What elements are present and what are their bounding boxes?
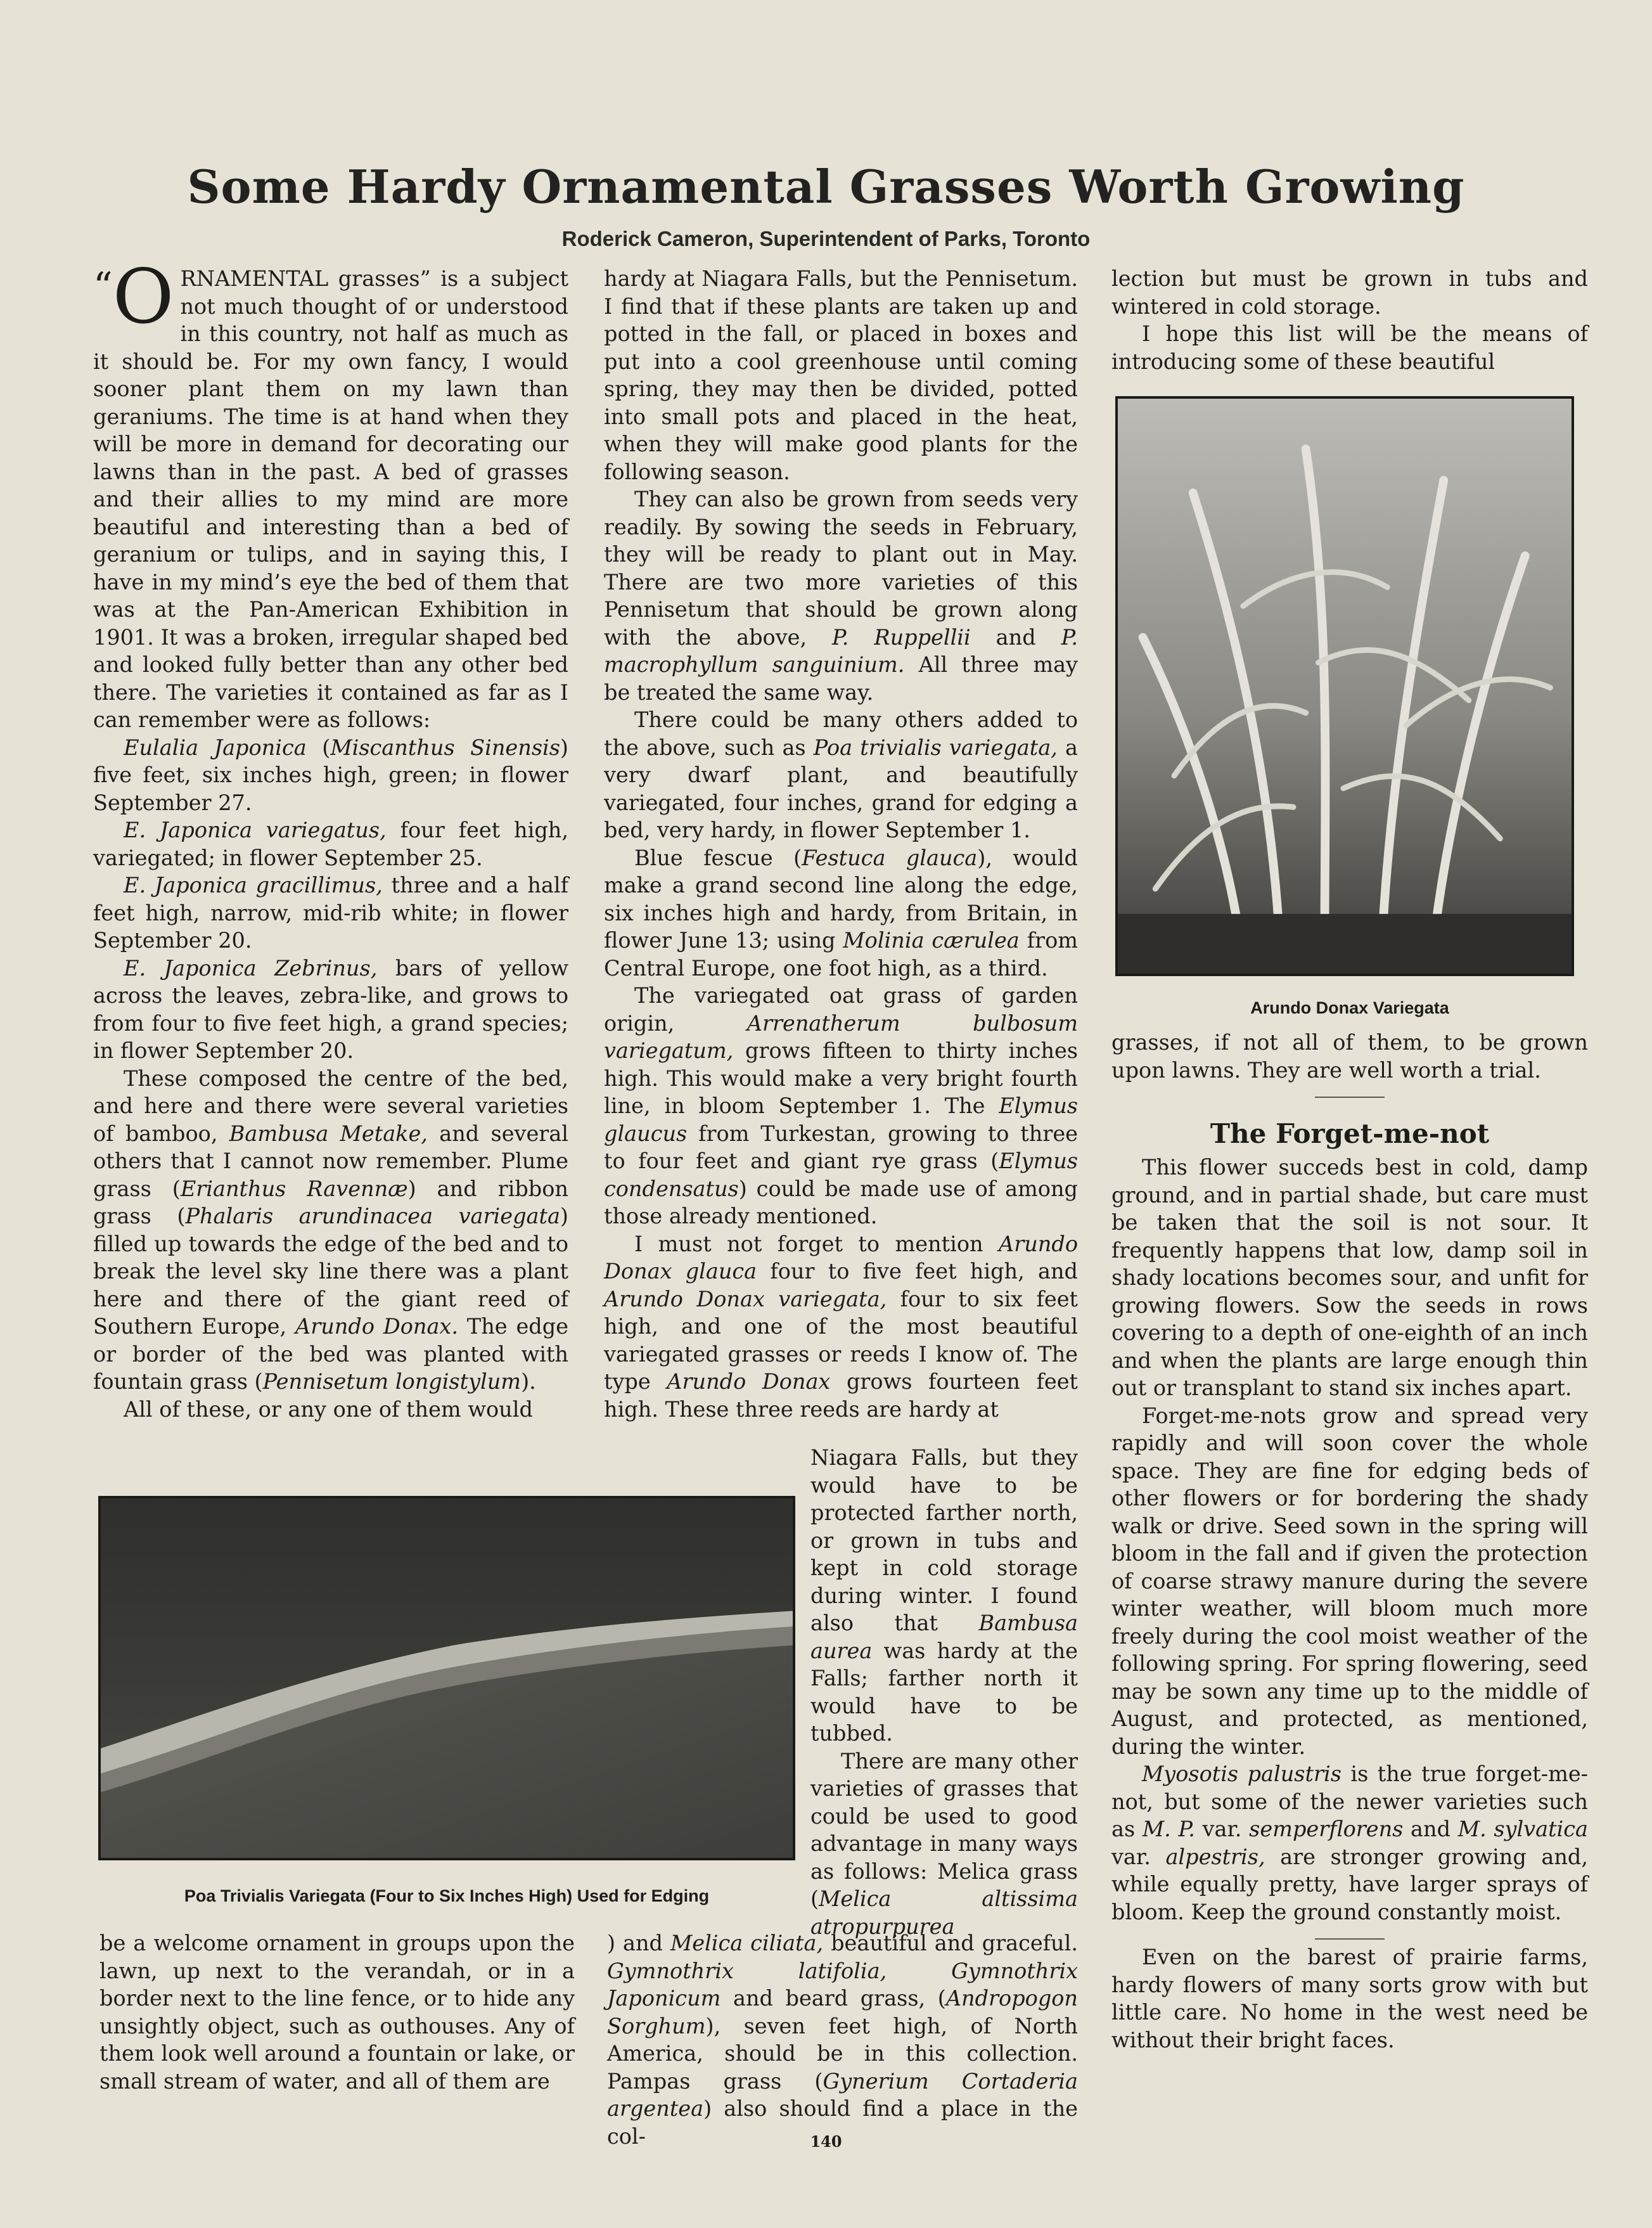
arundo-donax-photo xyxy=(1115,396,1574,976)
drop-cap: “O xyxy=(93,253,174,340)
column-3-continuation xyxy=(1111,1029,1588,2054)
section-heading: The Forget-me-not xyxy=(1210,1118,1490,1149)
body-paragraph: Even on the barest of prairie farms, hardy flowers of many sorts grow with but little care. No home in the west need be without their bright faces. xyxy=(1111,1945,1588,2052)
body-paragraph: All of these, or any one of them would xyxy=(124,1396,533,1422)
photo-caption: Poa Trivialis Variegata (Four to Six Inches High) Used for Edging xyxy=(184,1886,710,1905)
column-2 xyxy=(604,265,1078,1423)
body-paragraph: lection but must be grown in tubs and wintered in cold storage. xyxy=(1111,266,1588,319)
body-paragraph: ) and Melica ciliata, beautiful and graceful. Gymnothrix latifolia, Gymnothrix Japonicum and beard grass, (Andropogon Sorghum), seven feet high, of North America, should be in this collection. Pampas grass (Gynerium Cortaderia argentea) also should find a place in the col- xyxy=(607,1931,1079,2149)
body-paragraph: This flower succeds best in cold, damp ground, and in partial shade, but care must be taken that the soil is not sour. It frequently happens that low, damp soil in shady locations becomes sour, and unfit for growing flowers. Sow the seeds in rows covering to a depth of one-eighth of an inch and when the plants are large enough thin out or transplant to stand six inches apart. xyxy=(1111,1155,1588,1400)
body-paragraph: There are many other varieties of grasses that could be used to good advantage in many ways as follows: Melica grass (Melica altissima atropurpurea xyxy=(810,1748,1078,1939)
section-divider xyxy=(1315,1097,1385,1098)
column-1 xyxy=(93,253,569,1423)
column-1-bottom xyxy=(99,1929,575,2095)
body-paragraph: grasses, if not all of them, to be grown upon lawns. They are well worth a trial. xyxy=(1111,1030,1588,1083)
column-2-bottom xyxy=(607,1929,1078,2150)
body-paragraph: hardy at Niagara Falls, but the Pennisetum. I find that if these plants are taken up and potted in the fall, or placed in boxes and put into a cool greenhouse until coming spring, they may then be divided, potted into small pots and placed in the heat, when they will make good plants for the following season. xyxy=(604,266,1078,484)
body-paragraph: I hope this list will be the means of introducing some of these beautiful xyxy=(1111,321,1588,374)
body-paragraph: Blue fescue (Festuca glauca), would make a grand second line along the edge, six inches high and hardy, from Britain, in flower June 13; using Molinia cærulea from Central Europe, one foot high, as a third. xyxy=(604,845,1079,981)
variety-paragraph: E. Japonica variegatus, four feet high, variegated; in flower September 25. xyxy=(93,818,569,870)
column-2-continuation xyxy=(810,1444,1078,1940)
body-paragraph: Forget-me-nots grow and spread very rapidly and will soon cover the whole space. They are fine for edging beds of other flowers or for bordering the shady walk or drive. Seed sown in the spring will bloom in the fall and if given the protection of coarse strawy manure during the severe winter weather, will bloom much more freely during the cool moist weather of the following spring. For spring flowering, seed may be sown any time up to the middle of August, and protected, as mentioned, during the winter. xyxy=(1111,1403,1588,1759)
variety-paragraph: E. Japonica gracillimus, three and a half feet high, narrow, mid-rib white; in flower September 20. xyxy=(93,873,569,953)
body-paragraph: There could be many others added to the above, such as Poa trivialis variegata, a very dwarf plant, and beautifully variegated, four inches, grand for edging a bed, very hardy, in flower September 1. xyxy=(604,707,1078,842)
photo-caption: Arundo Donax Variegata xyxy=(1250,998,1449,1017)
byline: Roderick Cameron, Superintendent of Parks, Toronto xyxy=(561,227,1091,250)
body-paragraph: The variegated oat grass of garden origin, Arrenatherum bulbosum variegatum, grows fifteen to thirty inches high. This would make a very bright fourth line, in bloom September 1. The Elymus glaucus from Turkestan, growing to three to four feet and giant rye grass (Elymus condensatus) could be made use of among those already mentioned. xyxy=(604,983,1078,1228)
section-divider xyxy=(1315,1938,1385,1940)
variety-paragraph: Eulalia Japonica (Miscanthus Sinensis) five feet, six inches high, green; in flower September 27. xyxy=(93,735,568,815)
body-paragraph: I must not forget to mention Arundo Donax glauca four to five feet high, and Arundo Donax variegata, four to six feet high, and one of the most beautiful variegated grasses or reeds I know of. The type Arundo Donax grows fourteen feet high. These three reeds are hardy at xyxy=(604,1231,1078,1422)
body-paragraph: These composed the centre of the bed, and here and there were several varieties of bamboo, Bambusa Metake, and several others that I cannot now remember. Plume grass (Erianthus Ravennæ) and ribbon grass (Phalaris arundinacea variegata) filled up towards the edge of the bed and to break the level sky line there was a plant here and there of the giant reed of Southern Europe, Arundo Donax. The edge or border of the bed was planted with fountain grass (Pennisetum longistylum). xyxy=(93,1066,568,1394)
body-paragraph: Niagara Falls, but they would have to be protected farther north, or grown in tubs and kept in cold storage during winter. I found also that Bambusa aurea was hardy at the Falls; farther north it would have to be tubbed. xyxy=(810,1445,1079,1746)
page-number: 140 xyxy=(810,2132,842,2151)
article-title: Some Hardy Ornamental Grasses Worth Growing xyxy=(187,160,1465,214)
opening-paragraph: “O RNAMENTAL grasses” is a subject not much thought of or understood in this country, not half as much as it should be. For my own fancy, I would sooner plant them on my lawn than geraniums. The time is at hand when they will be more in demand for decorating our lawns than in the past. A bed of grasses and their allies to my mind are more beautiful and interesting than a bed of geranium or tulips, and in saying this, I have in my mind’s eye the bed of them that was at the Pan-American Exhibition in 1901. It was a broken, irregular shaped bed and looked fully better than any other bed there. The varieties it contained as far as I can remember were as follows: xyxy=(93,253,568,732)
variety-paragraph: E. Japonica Zebrinus, bars of yellow across the leaves, zebra-like, and grows to from four to five feet high, a grand species; in flower September 20. xyxy=(93,955,568,1063)
body-paragraph: be a welcome ornament in groups upon the lawn, up next to the verandah, or in a border next to the line fence, or to hide any unsightly object, such as outhouses. Any of them look well around a fountain or lake, or small stream of water, and all of them are xyxy=(99,1931,575,2094)
poa-trivialis-photo xyxy=(98,1496,795,1860)
column-3 xyxy=(1111,265,1588,375)
body-paragraph: They can also be grown from seeds very readily. By sowing the seeds in February, they will be ready to plant out in May. There are two more varieties of this Pennisetum that should be grown along with the above, P. Ruppellii and P. macrophyllum sanguinium. All three may be treated the same way. xyxy=(604,487,1078,705)
body-paragraph: Myosotis palustris is the true forget-me-not, but some of the newer varieties such as M. P. var. semperflorens and M. sylvatica var. alpestris, are stronger growing and, while equally pretty, have larger sprays of bloom. Keep the ground constantly moist. xyxy=(1111,1761,1588,1924)
